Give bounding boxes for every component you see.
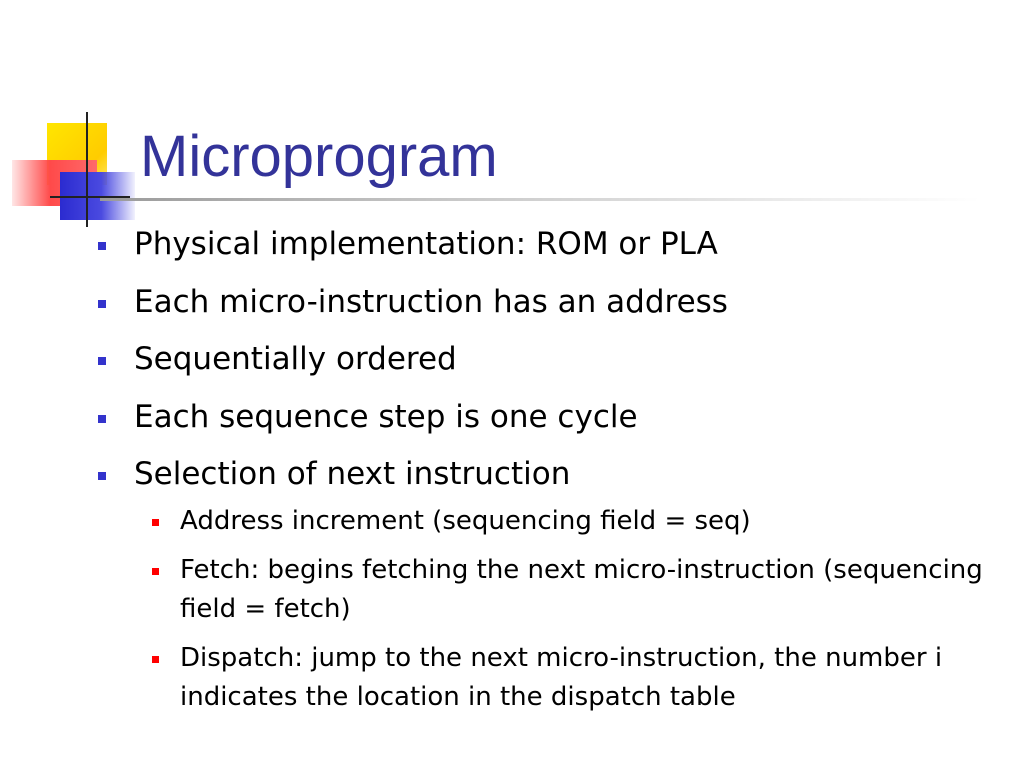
slide-title: Microprogram (140, 124, 498, 189)
bullet-item (96, 452, 996, 717)
blue-square-bullet-icon (98, 300, 106, 308)
sub-bullet-text: Fetch: begins fetching the next micro-instruction (sequencing field = fetch) (180, 555, 983, 624)
decorative-logo (0, 0, 160, 240)
sub-bullet-text: Address increment (sequencing field = seq) (180, 506, 751, 536)
sub-bullet-item (134, 639, 996, 717)
sub-bullet-item (134, 551, 996, 629)
bullet-list (96, 222, 996, 731)
title-underline-rule (100, 198, 980, 201)
sub-bullet-text: Dispatch: jump to the next micro-instruction, the number i indicates the location in the dispatch table (180, 643, 943, 712)
red-square-bullet-icon (152, 656, 159, 663)
blue-square-bullet-icon (98, 242, 106, 250)
bullet-text: Each micro-instruction has an address (134, 283, 728, 320)
blue-square-bullet-icon (98, 472, 106, 480)
blue-square-bullet-icon (98, 415, 106, 423)
sub-bullet-item (134, 502, 996, 541)
bullet-text: Selection of next instruction (134, 456, 571, 492)
sub-bullet-list (134, 502, 996, 717)
vertical-line-decoration (86, 112, 88, 227)
bullet-item (96, 337, 996, 381)
bullet-item (96, 395, 996, 439)
bullet-item (96, 222, 996, 266)
blue-square-bullet-icon (98, 357, 106, 365)
bullet-text: Physical implementation: ROM or PLA (134, 226, 718, 262)
red-square-bullet-icon (152, 568, 159, 575)
bullet-item (96, 280, 996, 324)
bullet-text: Sequentially ordered (134, 341, 457, 377)
bullet-text: Each sequence step is one cycle (134, 398, 638, 435)
red-square-bullet-icon (152, 519, 159, 526)
